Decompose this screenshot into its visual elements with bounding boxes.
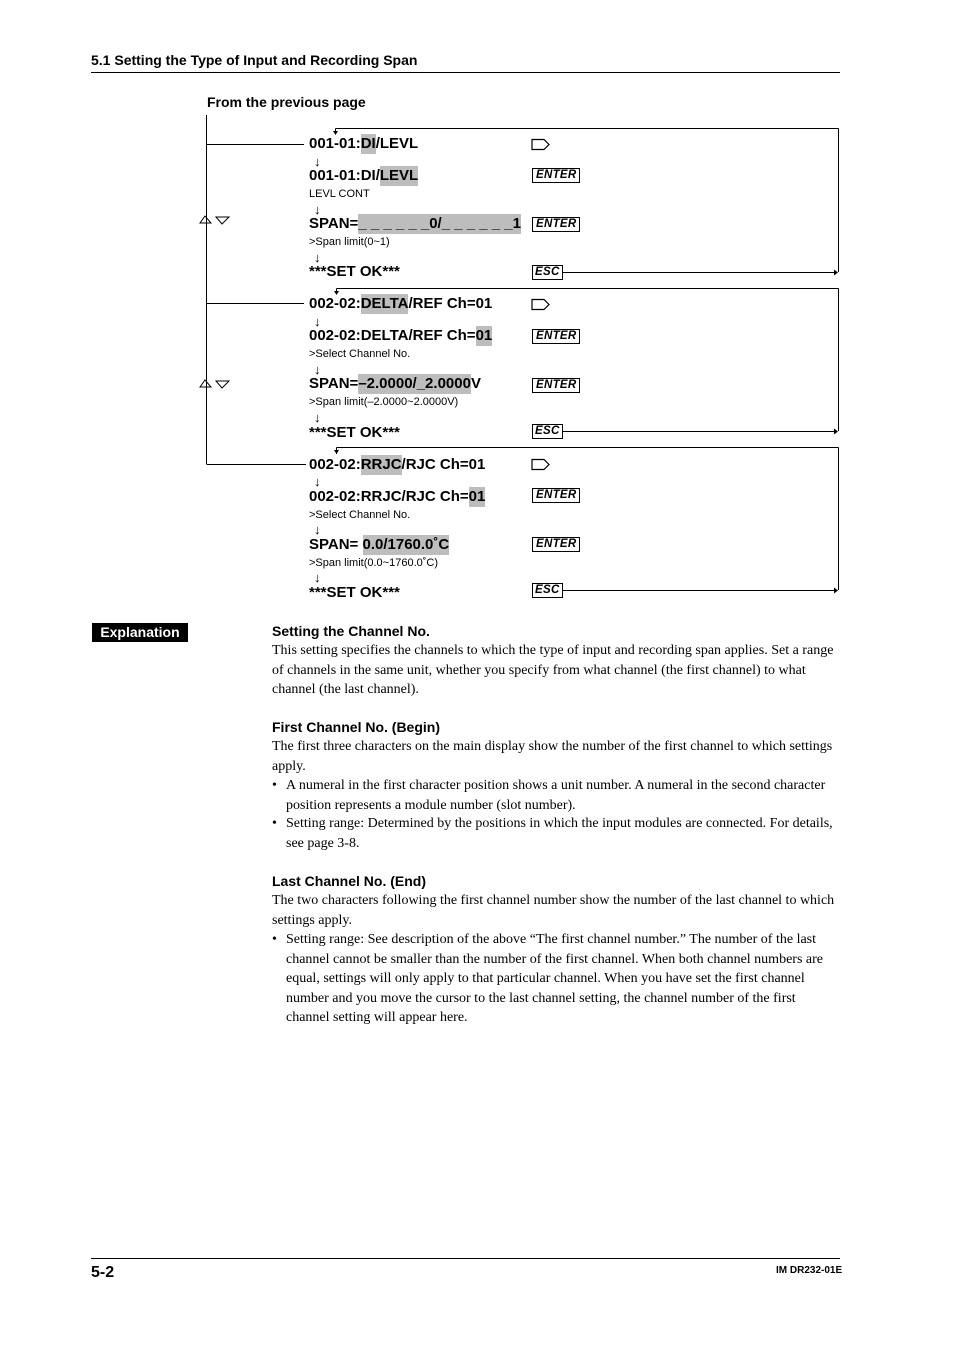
down-arrow-icon: ↓: [314, 474, 321, 489]
down-arrow-icon: ↓: [314, 522, 321, 537]
display-line: 002-02:RRJC/RJC Ch=01: [309, 456, 486, 473]
display-line: ***SET OK***: [309, 584, 400, 601]
footer-rule: [91, 1258, 840, 1259]
down-arrow-icon: ↓: [314, 362, 321, 377]
down-arrow-icon: ↓: [314, 410, 321, 425]
section-body: The first three characters on the main display show the number of the first channel to which settings apply.: [272, 739, 833, 774]
enter-key: ENTER: [532, 488, 580, 503]
bullet-item: • Setting range: See description of the above “The first channel number.” The number of the last channel cannot be smaller than the number of the first channel. When both channel numbers are equal, settings will only apply to that particular channel. When you have set the first channel number and you move the cursor to the last channel setting, the channel number of the first channel setting will appear here.: [272, 932, 823, 1025]
section-body: This setting specifies the channels to which the type of input and recording span applies. Set a range of channels in the same unit, whether you specify from what channel (the first channel) to what channel (the last channel).: [272, 643, 834, 697]
down-arrow-icon: ↓: [314, 250, 321, 265]
from-previous-label: From the previous page: [207, 94, 366, 110]
down-arrow-icon: ↓: [314, 570, 321, 585]
display-line: SPAN= 0.0/1760.0˚C: [309, 536, 450, 553]
display-line: SPAN=_ _ _ _ _ _0/_ _ _ _ _ _1: [309, 215, 521, 232]
display-line: ***SET OK***: [309, 263, 400, 280]
section-heading: Setting the Channel No.: [272, 623, 430, 639]
esc-key: ESC: [532, 424, 563, 439]
display-line: 001-01:DI/LEVL: [309, 135, 419, 152]
enter-key: ENTER: [532, 537, 580, 552]
display-line: 002-02:DELTA/REF Ch=01: [309, 295, 493, 312]
enter-key: ENTER: [532, 378, 580, 393]
bullet-item: • Setting range: Determined by the positions in which the input modules are connected. For details, see page 3-8.: [272, 816, 833, 851]
up-down-keys-icon: [200, 216, 229, 388]
right-key-icon: [532, 460, 549, 470]
down-arrow-icon: ↓: [314, 202, 321, 217]
bullet-item: • A numeral in the first character position shows a unit number. A numeral in the second character position represents a module number (slot number).: [272, 778, 826, 813]
enter-key: ENTER: [532, 217, 580, 232]
display-subtext: >Select Channel No.: [309, 348, 411, 360]
display-subtext: >Span limit(–2.0000~2.0000V): [309, 396, 459, 408]
display-line: 002-02:DELTA/REF Ch=01: [309, 327, 493, 344]
page-number: 5-2: [91, 1264, 115, 1281]
esc-key: ESC: [532, 265, 563, 280]
section-title: 5.1 Setting the Type of Input and Recording Span: [91, 52, 418, 68]
right-key-icon: [532, 300, 549, 310]
display-subtext: >Span limit(0~1): [309, 236, 390, 248]
display-line: 002-02:RRJC/RJC Ch=01: [309, 488, 486, 505]
display-line: 001-01:DI/LEVL: [309, 167, 419, 184]
section-heading: Last Channel No. (End): [272, 873, 426, 889]
document-id: IM DR232-01E: [776, 1265, 843, 1276]
section-body: The two characters following the first channel number show the number of the last channel to which settings apply.: [272, 893, 835, 928]
section-heading: First Channel No. (Begin): [272, 719, 440, 735]
down-arrow-icon: ↓: [314, 154, 321, 169]
display-line: ***SET OK***: [309, 424, 400, 441]
enter-key: ENTER: [532, 329, 580, 344]
enter-key: ENTER: [532, 168, 580, 183]
esc-key: ESC: [532, 583, 563, 598]
explanation-badge: Explanation: [92, 623, 188, 642]
display-line: SPAN=–2.0000/_2.0000V: [309, 375, 481, 392]
right-key-icon: [532, 140, 549, 150]
display-subtext: >Select Channel No.: [309, 509, 411, 521]
display-subtext: LEVL CONT: [309, 188, 370, 200]
down-arrow-icon: ↓: [314, 314, 321, 329]
display-subtext: >Span limit(0.0~1760.0˚C): [309, 557, 439, 569]
